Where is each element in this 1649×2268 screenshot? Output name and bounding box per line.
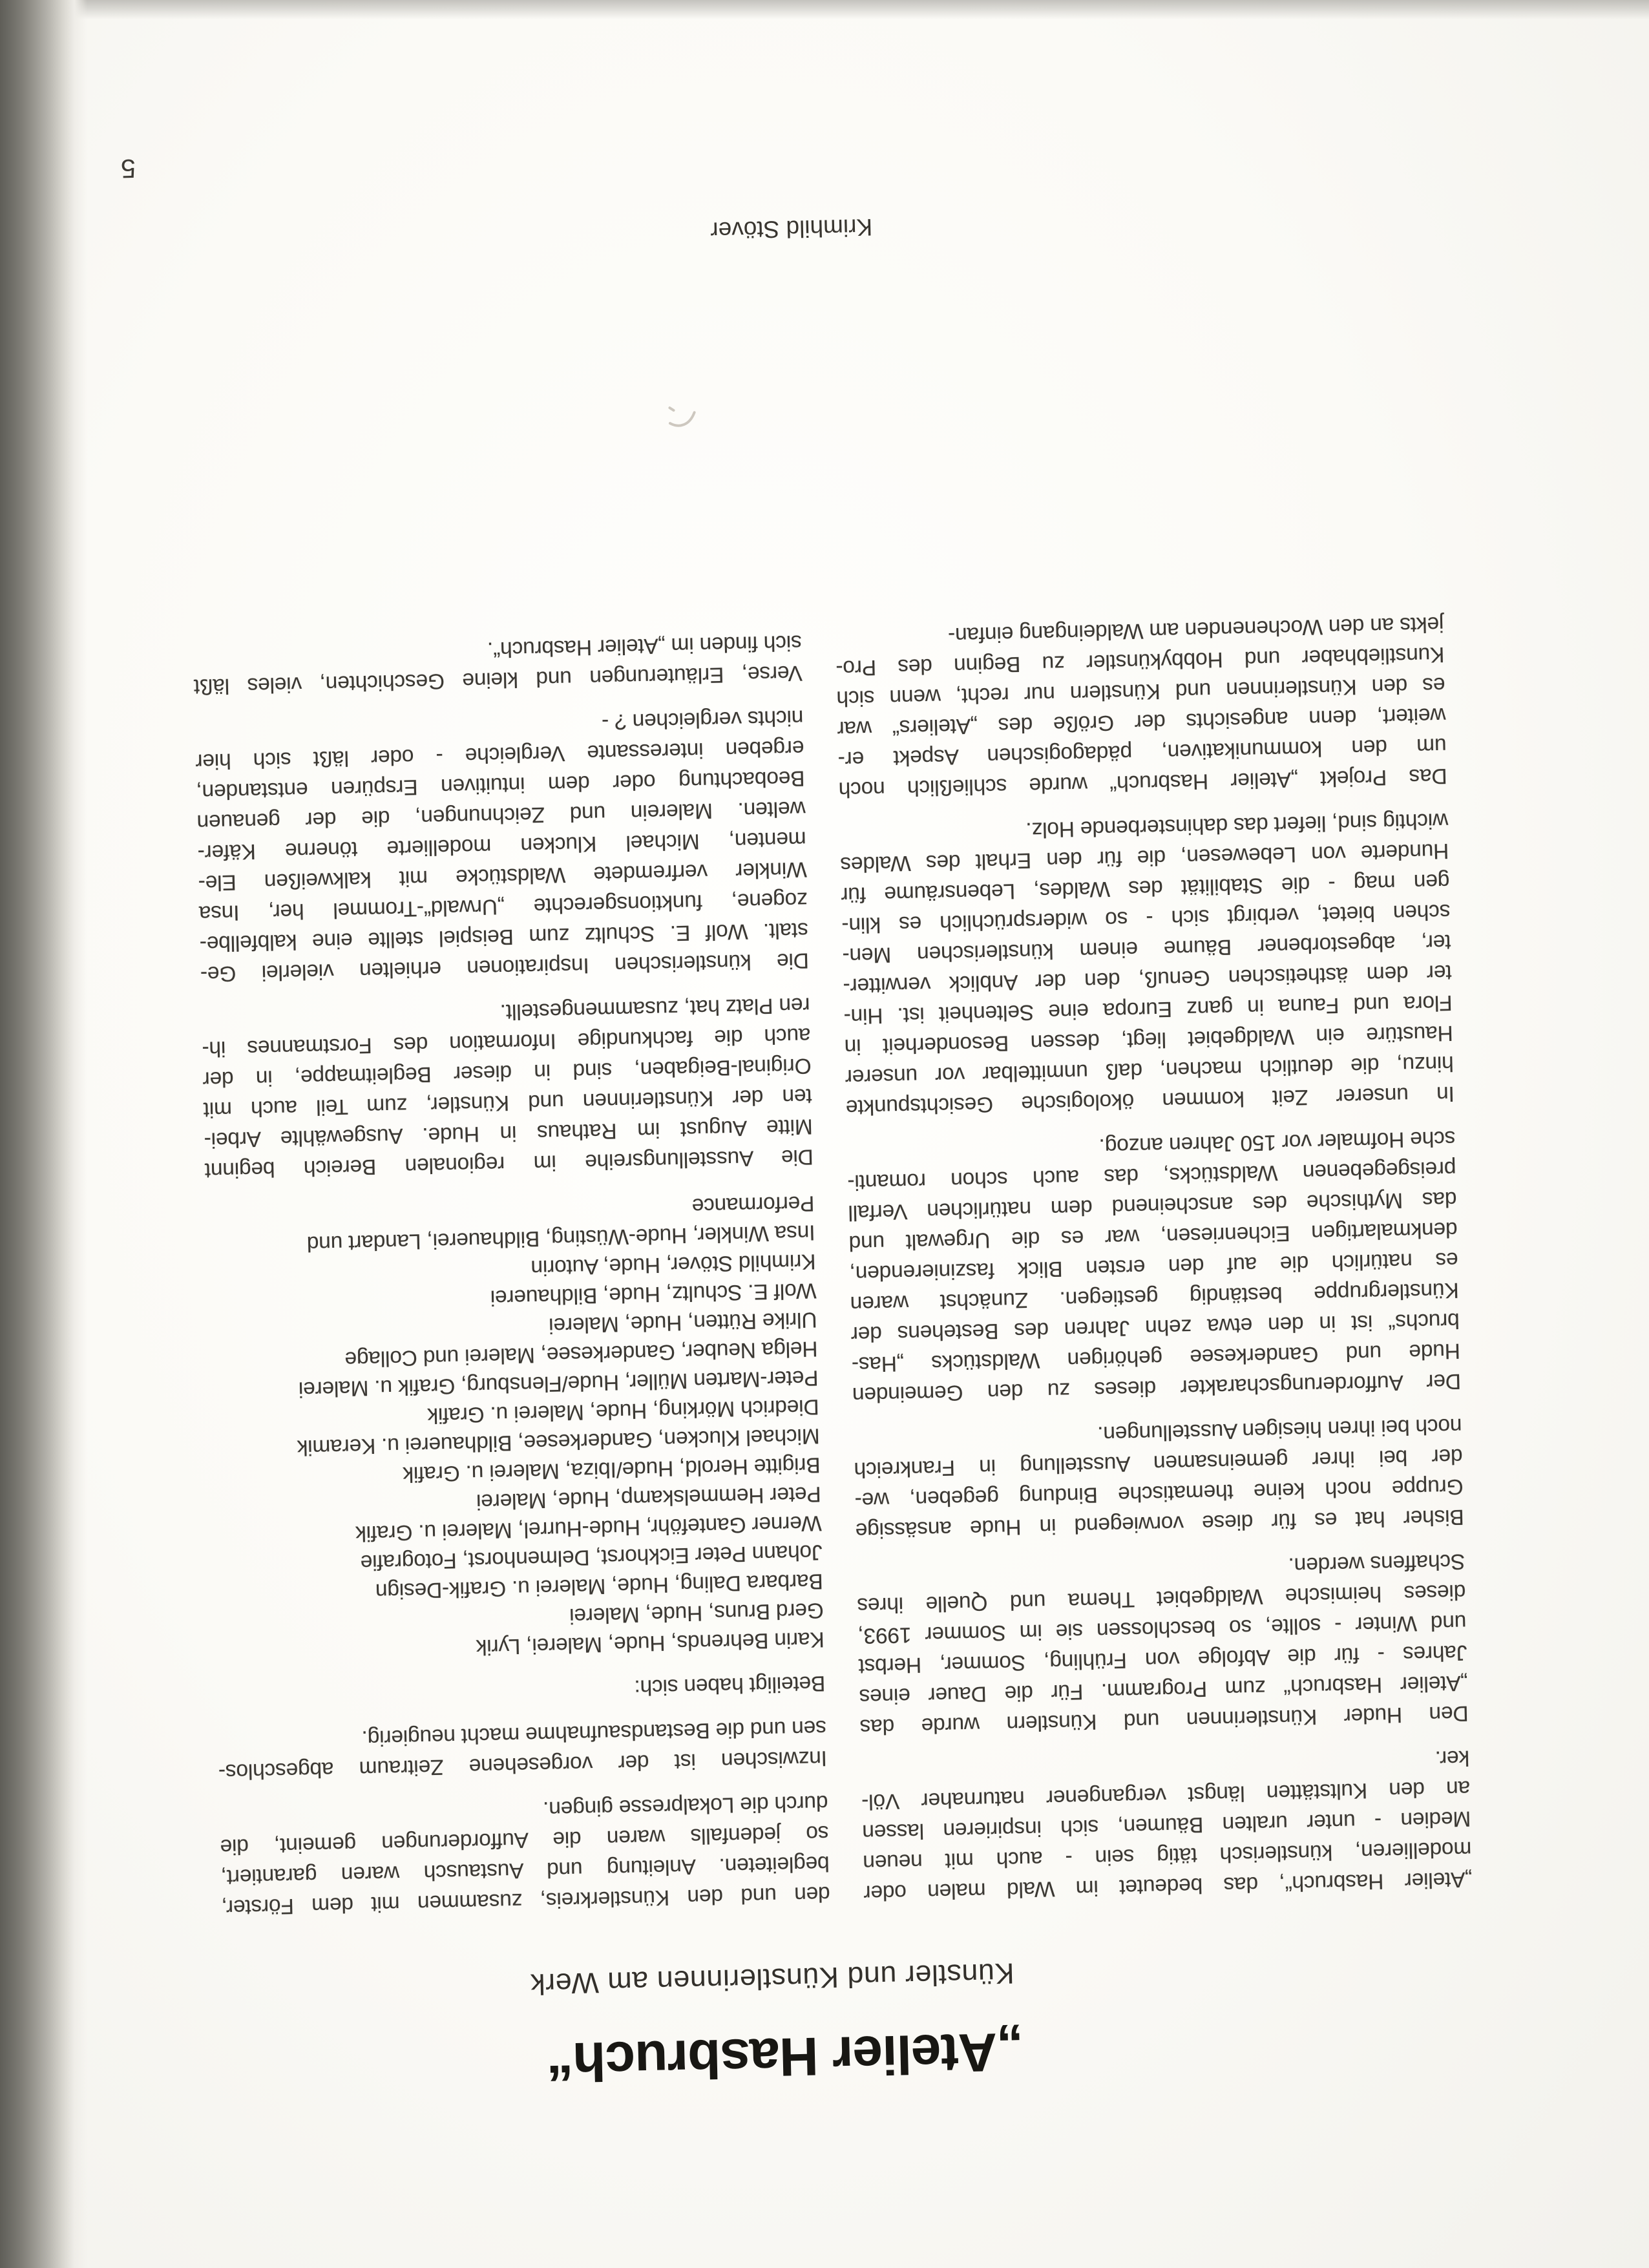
text-line: Hunderte von Lebewesen, die für den Erhalt des Waldes — [840, 838, 1449, 877]
author-byline: Krimhild Stöver — [709, 213, 873, 244]
text-line: jekts an den Wochenenden am Waldeingang einfan- — [947, 612, 1444, 647]
artist-entry: Karin Behrends, Hude, Malerei, Lyrik — [476, 1627, 825, 1659]
text-line: ter, abgestorbener Bäume einem künstlerischen Men- — [842, 929, 1451, 968]
text-line: noch bei ihren hiesigen Ausstellungen. — [1097, 1413, 1462, 1446]
artist-entry: Insa Winkler, Hude-Wüsting, Bildhauerei, Landart und — [306, 1220, 815, 1256]
scanner-edge-shadow — [0, 0, 87, 2268]
text-line: an den Kultstätten längst vergangener naturnaher Völ- — [861, 1776, 1471, 1814]
text-line: modellieren, künstlerisch tätig sein - auch mit neuen — [863, 1836, 1472, 1874]
text-line: ergeben interessante Vergleiche - oder läßt sich hier — [195, 735, 804, 773]
scanner-top-shadow — [0, 0, 1649, 19]
text-line: welten. Malerein und Zeichnungen, die der genauen — [196, 796, 806, 834]
paragraph — [839, 805, 1455, 1122]
text-line: das Mythische des anscheinend dem natürlichen Verfall — [848, 1186, 1457, 1225]
text-line: schen bietet, verbirgt sich - so widersprüchlich es klin- — [841, 899, 1451, 938]
page-number: 5 — [120, 153, 136, 184]
text-line: preisgegebenen Waldstücks, das auch schon romanti- — [847, 1156, 1456, 1195]
text-line: sen und die Bestandsaufnahme macht neugierig. — [361, 1716, 827, 1750]
text-line: um den kommunikativen, pädagogischen Aspekt er- — [837, 733, 1447, 772]
artist-entry: Barbara Daling, Hude, Malerei u. Grafik-Design — [375, 1569, 824, 1603]
text-line: Flora und Fauna in ganz Europa eine Seltenheit ist. Hin- — [843, 990, 1453, 1029]
text-line: Die künstlerischen Inspirationen erhielten vielerlei Ge- — [200, 948, 810, 986]
paragraph — [846, 1123, 1461, 1410]
text-line: „Atelier Hasbruch“ zum Programm. Für die Dauer eines — [859, 1670, 1468, 1708]
text-line: und Winter - sollte, so beschlossen sie im Sommer 1993, — [857, 1610, 1467, 1648]
text-line: Der Aufforderungscharakter dieses zu den Gemeinden — [852, 1369, 1462, 1407]
text-line: Künstlergruppe beständig gestiegen. Zunächst waren — [850, 1277, 1460, 1316]
artist-entry: Werner Ganteföhr, Hude-Hurrel, Malerei u. Grafik — [355, 1511, 823, 1546]
text-line: sche Hofmaler vor 150 Jahren anzog. — [1098, 1126, 1456, 1159]
artist-entry: Ulrike Rütten, Hude, Malerei — [549, 1307, 817, 1338]
artist-entry: Johann Peter Eickhorst, Delmenhorst, Fotografie — [360, 1540, 823, 1575]
paragraph — [194, 702, 809, 989]
artist-entry: Michael Klucken, Ganderkesee, Bildhauerei u. Keramik — [297, 1423, 821, 1460]
text-line: weitert, denn angesichts der Größe des „Ateliers“ war — [837, 703, 1446, 741]
text-line: Medien - unter uralten Bäumen, sich inspirieren lassen — [862, 1806, 1471, 1844]
artist-entry: Wolf E. Schultz, Hude, Bildhauerei — [490, 1278, 817, 1310]
text-line: „Atelier Hasbruch“, das bedeutet im Wald malen oder — [863, 1867, 1473, 1905]
text-line: Hude und Ganderkesee gehörigen Waldstücks „Has- — [851, 1338, 1461, 1377]
text-line: zogene, funktionsgerechte „Urwald“-Trommel her, Insa — [198, 887, 808, 925]
artist-entry: Gerd Bruns, Hude, Malerei — [569, 1598, 824, 1628]
artist-entry: Peter-Marten Müller, Hude/Flensburg, Grafik u. Malerei — [298, 1365, 819, 1402]
text-line: bruchs“ ist in den etwa zehn Jahren des Bestehens der — [850, 1308, 1460, 1347]
text-line: ter dem ästhetischen Genuß, den der Anblick verwitter- — [843, 960, 1452, 998]
text-line: Gruppe noch keine thematische Bindung gegeben, we- — [854, 1474, 1464, 1513]
text-line: begleiteten. Anleitung und Austausch waren garantiert, — [220, 1851, 830, 1889]
paragraph — [861, 1743, 1473, 1908]
text-line: Kunstliebhaber und Hobbykünstler zu Beginn des Pro- — [835, 642, 1445, 680]
text-line: ren Platz hat, zusammengestellt. — [499, 992, 810, 1024]
paragraph — [218, 1712, 828, 1787]
article-subtitle: Künstler und Künstlerinnen am Werk — [530, 1957, 1015, 2001]
text-line: dieses heimische Waldgebiet Thema und Quelle ihres — [857, 1579, 1466, 1618]
text-line: Inzwischen ist der vorgesehene Zeitraum abgeschlos- — [218, 1746, 828, 1784]
article-title: „Atelier Hasbruch“ — [546, 2021, 1025, 2094]
artist-list — [205, 1188, 824, 1667]
paragraph — [193, 627, 803, 702]
artist-entry: Brigitte Herold, Hude/Ibiza, Malerei u. Grafik — [403, 1453, 821, 1486]
text-line: Jahres - für die Abfolge von Frühling, Sommer, Herbst — [858, 1640, 1467, 1679]
text-line: stalt. Wolf E. Schultz zum Beispiel stellte eine kalbfellbe- — [199, 918, 809, 956]
text-line: auch die fachkundige Information des Forstmannes ih- — [202, 1023, 811, 1061]
text-line: sich finden im „Atelier Hasbruch“. — [487, 630, 803, 662]
paragraph — [219, 1787, 830, 1922]
text-line: Die Ausstellungsreihe im regionalen Bereich beginnt — [204, 1144, 814, 1182]
text-line: es natürlich die auf den ersten Blick faszinierenden, — [849, 1247, 1459, 1286]
text-line: nichts vergleichen ? - — [601, 705, 804, 734]
text-line: Schaffens werden. — [1288, 1549, 1465, 1577]
text-line: wichtig sind, liefert das dahinsterbende Holz. — [1025, 808, 1449, 842]
text-line: Das Projekt „Atelier Hasbruch“ wurde schließlich noch — [838, 763, 1448, 802]
paragraph — [856, 1546, 1469, 1742]
text-line: denkmalartigen Eichenriesen, war es die Urgewalt und — [848, 1217, 1458, 1255]
text-line: hinzu, die deutlich machen, daß unmittelbar vor unserer — [845, 1051, 1455, 1089]
paragraph — [853, 1411, 1464, 1546]
artist-entry: Helga Neuber, Ganderkesee, Malerei und Collage — [344, 1336, 818, 1371]
text-line: Beobachtung oder dem intuitiven Erspüren entstanden, — [196, 766, 805, 804]
text-column-right — [193, 624, 830, 1923]
artist-entry: Performance — [691, 1191, 815, 1218]
text-line: es den Künstlerinnen und Künstlern nur recht, wenn sich — [836, 673, 1445, 711]
text-line: Haustüre ein Waldgebiet liegt, dessen Besonderheit in — [844, 1020, 1454, 1059]
text-line: ten der Künstlerinnen und Künstler, zum Teil auch mit — [203, 1084, 813, 1122]
text-line: Beteiligt haben sich: — [634, 1671, 826, 1699]
text-line: ker. — [1434, 1745, 1470, 1770]
article-body — [193, 609, 1473, 1922]
text-line: Bisher hat es für diese vorwiegend in Hude ansässige — [855, 1504, 1465, 1543]
text-line: In unserer Zeit kommen ökologische Gesichtspunkte — [845, 1081, 1455, 1120]
paragraph — [201, 989, 814, 1185]
text-line: gen mag - die Stabilität des Waldes, Lebensräume für — [841, 868, 1450, 907]
text-line: durch die Lokalpresse gingen. — [542, 1790, 828, 1822]
text-line: Original-Beigaben, sind in dieser Begleitmappe, in der — [202, 1053, 812, 1091]
text-line: Verse, Erläuterungen und kleine Geschichten, vieles läßt — [193, 660, 803, 698]
text-line: menten, Michael Klucken modellierte tönerne Käfer- — [197, 826, 807, 865]
text-line: Mitte August im Rathaus in Hude. Ausgewählte Arbei- — [204, 1114, 814, 1152]
artist-entry: Krimhild Stöver, Hude, Autorin — [530, 1249, 816, 1280]
text-line: Den Huder Künstlerinnen und Künstlern wurde das — [859, 1701, 1469, 1739]
pencil-mark-artifact — [664, 403, 698, 432]
text-column-left — [835, 609, 1473, 1908]
artist-entry: Peter Hemmelskamp, Hude, Malerei — [476, 1482, 822, 1514]
paragraph — [835, 609, 1447, 804]
text-line: der bei ihrer gemeinsamen Ausstellung in Frankreich — [854, 1444, 1463, 1482]
text-line: den und den Künstlerkreis, zusammen mit dem Förster, — [221, 1882, 831, 1920]
text-line: so jedenfalls waren die Aufforderungen gemeint, die — [220, 1821, 829, 1859]
artist-entry: Diedrich Mörking, Hude, Malerei u. Grafik — [427, 1394, 819, 1428]
paragraph — [216, 1668, 826, 1712]
text-line: Winkler verfremdete Waldstücke mit kalkweißen Ele- — [198, 857, 808, 895]
